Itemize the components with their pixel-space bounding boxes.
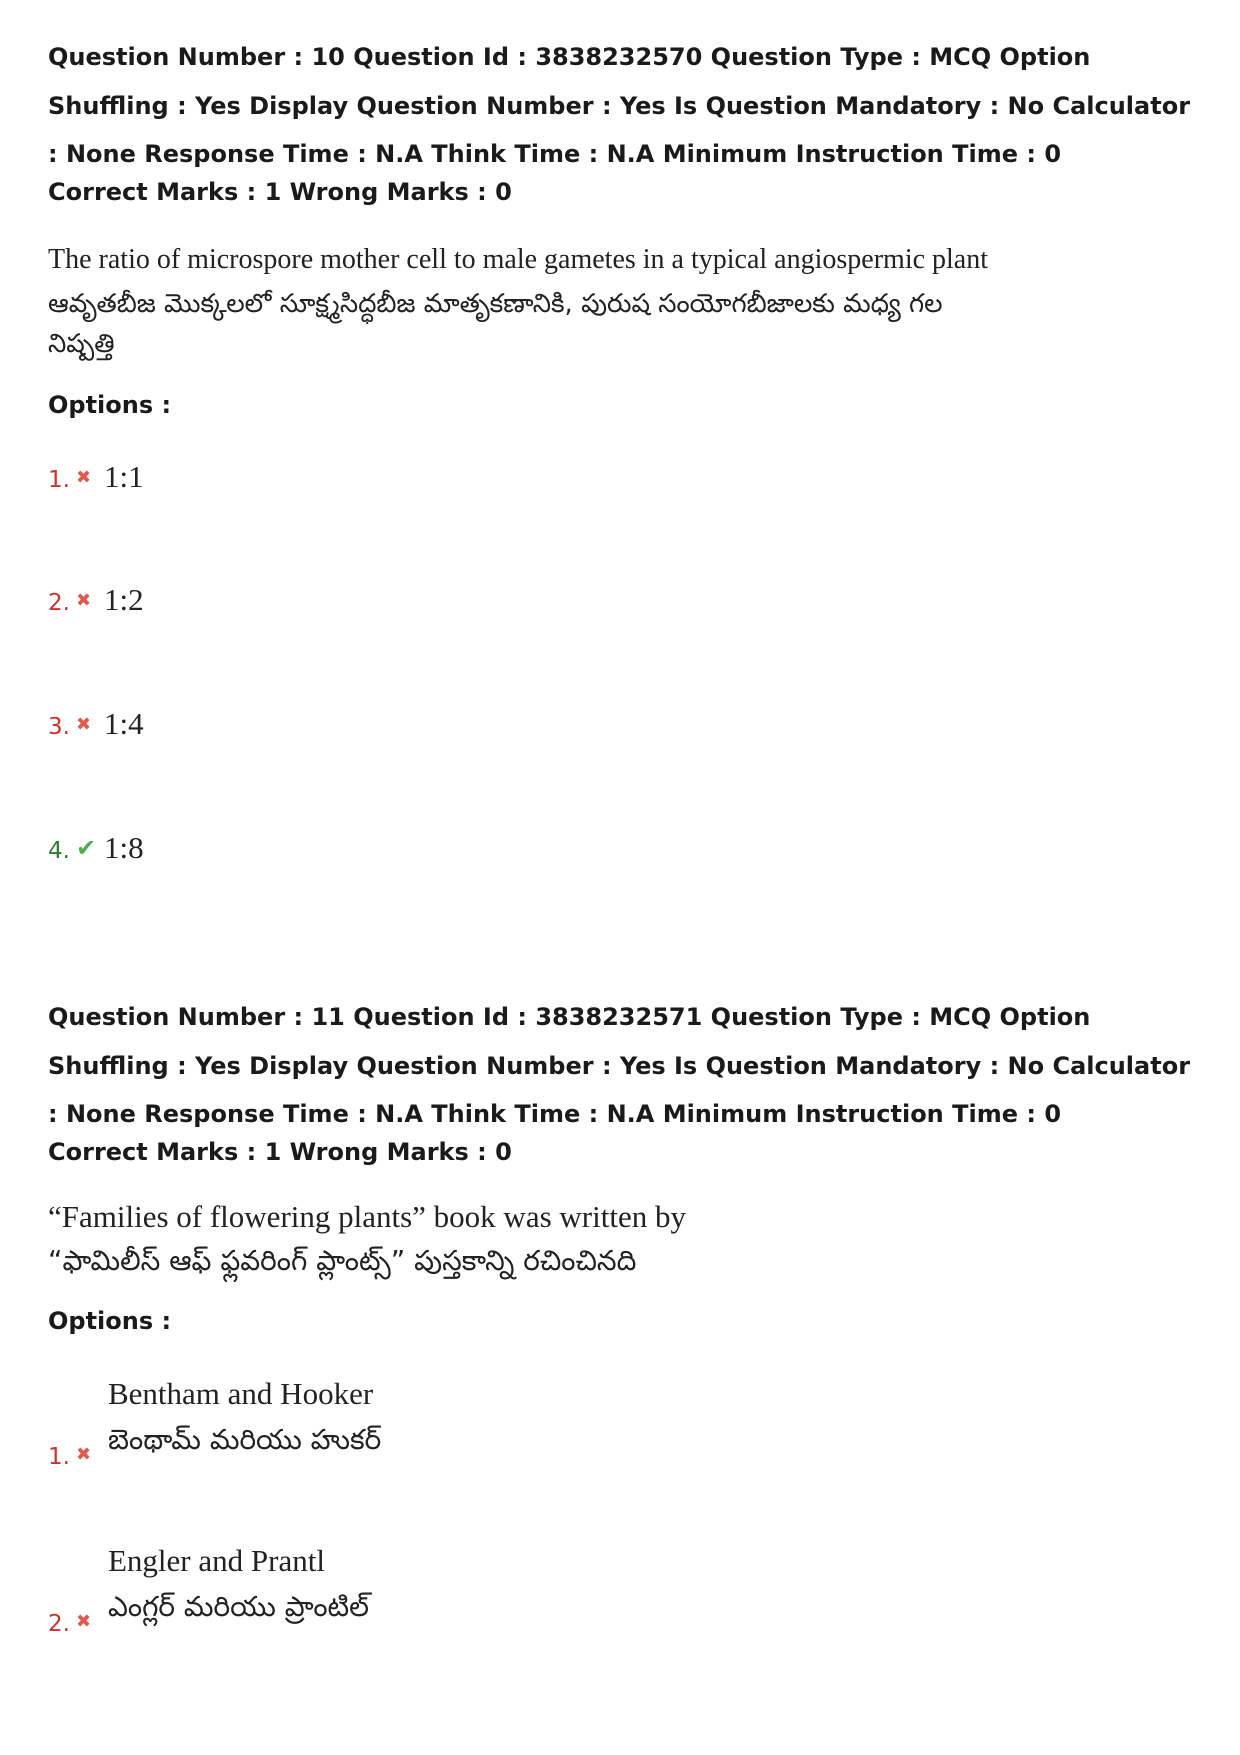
question-10-stem-telugu-cont: నిష్పత్తి bbox=[48, 329, 115, 359]
cross-icon: ✖ bbox=[76, 1444, 92, 1465]
option-number: 1. bbox=[48, 1444, 70, 1470]
option-text-telugu: ఎంగ్లర్ మరియు ప్రాంటిల్ bbox=[108, 1590, 369, 1623]
option-text-english: Bentham and Hooker bbox=[108, 1376, 374, 1411]
question-10-options-label: Options : bbox=[48, 391, 172, 419]
cross-icon: ✖ bbox=[76, 1611, 92, 1632]
question-10-stem bbox=[48, 240, 988, 364]
cross-icon: ✖ bbox=[76, 590, 92, 611]
option-text bbox=[108, 1541, 369, 1627]
question-10-meta: Question Number : 10 Question Id : 3838232570 Question Type : MCQ Option Shuffling : Yes Display Question Number : Yes Is Question Mandatory : No Calculator : None Response Time : N.A Think Time : N.A Minimum Instruction Time : 0 bbox=[48, 43, 1191, 168]
question-10-marks: Correct Marks : 1 Wrong Marks : 0 bbox=[48, 178, 512, 206]
option-number: 2. bbox=[48, 1611, 70, 1637]
option-text: 1:8 bbox=[104, 830, 144, 865]
question-11-stem-telugu: “ఫామిలీస్ ఆఫ్ ఫ్లవరింగ్ ప్లాంట్స్” పుస్తకాన్ని రచించినది bbox=[48, 1244, 637, 1277]
cross-icon: ✖ bbox=[76, 467, 92, 488]
option-number: 1. bbox=[48, 467, 70, 493]
question-11-options-label: Options : bbox=[48, 1307, 172, 1335]
cross-icon: ✖ bbox=[76, 714, 92, 735]
option-text-english: Engler and Prantl bbox=[108, 1543, 325, 1578]
question-10-stem-english: The ratio of microspore mother cell to male gametes in a typical angiospermic plant bbox=[48, 244, 989, 275]
option-text: 1:1 bbox=[104, 459, 144, 494]
option-number: 3. bbox=[48, 714, 70, 740]
question-10-stem-telugu: ఆవృతబీజ మొక్కలలో సూక్ష్మసిద్ధబీజ మాతృకణానికి, పురుష సంయోగబీజాలకు మధ్య గల bbox=[48, 289, 943, 319]
option-text: 1:4 bbox=[104, 706, 144, 741]
question-11-stem-english: “Families of flowering plants” book was written by bbox=[48, 1199, 686, 1234]
option-text: 1:2 bbox=[104, 582, 144, 617]
question-11-meta: Question Number : 11 Question Id : 3838232571 Question Type : MCQ Option Shuffling : Yes Display Question Number : Yes Is Question Mandatory : No Calculator : None Response Time : N.A Think Time : N.A Minimum Instruction Time : 0 bbox=[48, 1003, 1191, 1128]
option-text bbox=[108, 1374, 381, 1460]
question-11-stem bbox=[48, 1197, 686, 1281]
check-icon: ✔ bbox=[76, 834, 97, 862]
option-text-telugu: బెంథామ్ మరియు హుకర్ bbox=[108, 1423, 382, 1456]
question-11-marks: Correct Marks : 1 Wrong Marks : 0 bbox=[48, 1138, 512, 1166]
option-number: 4. bbox=[48, 838, 70, 864]
option-number: 2. bbox=[48, 590, 70, 616]
